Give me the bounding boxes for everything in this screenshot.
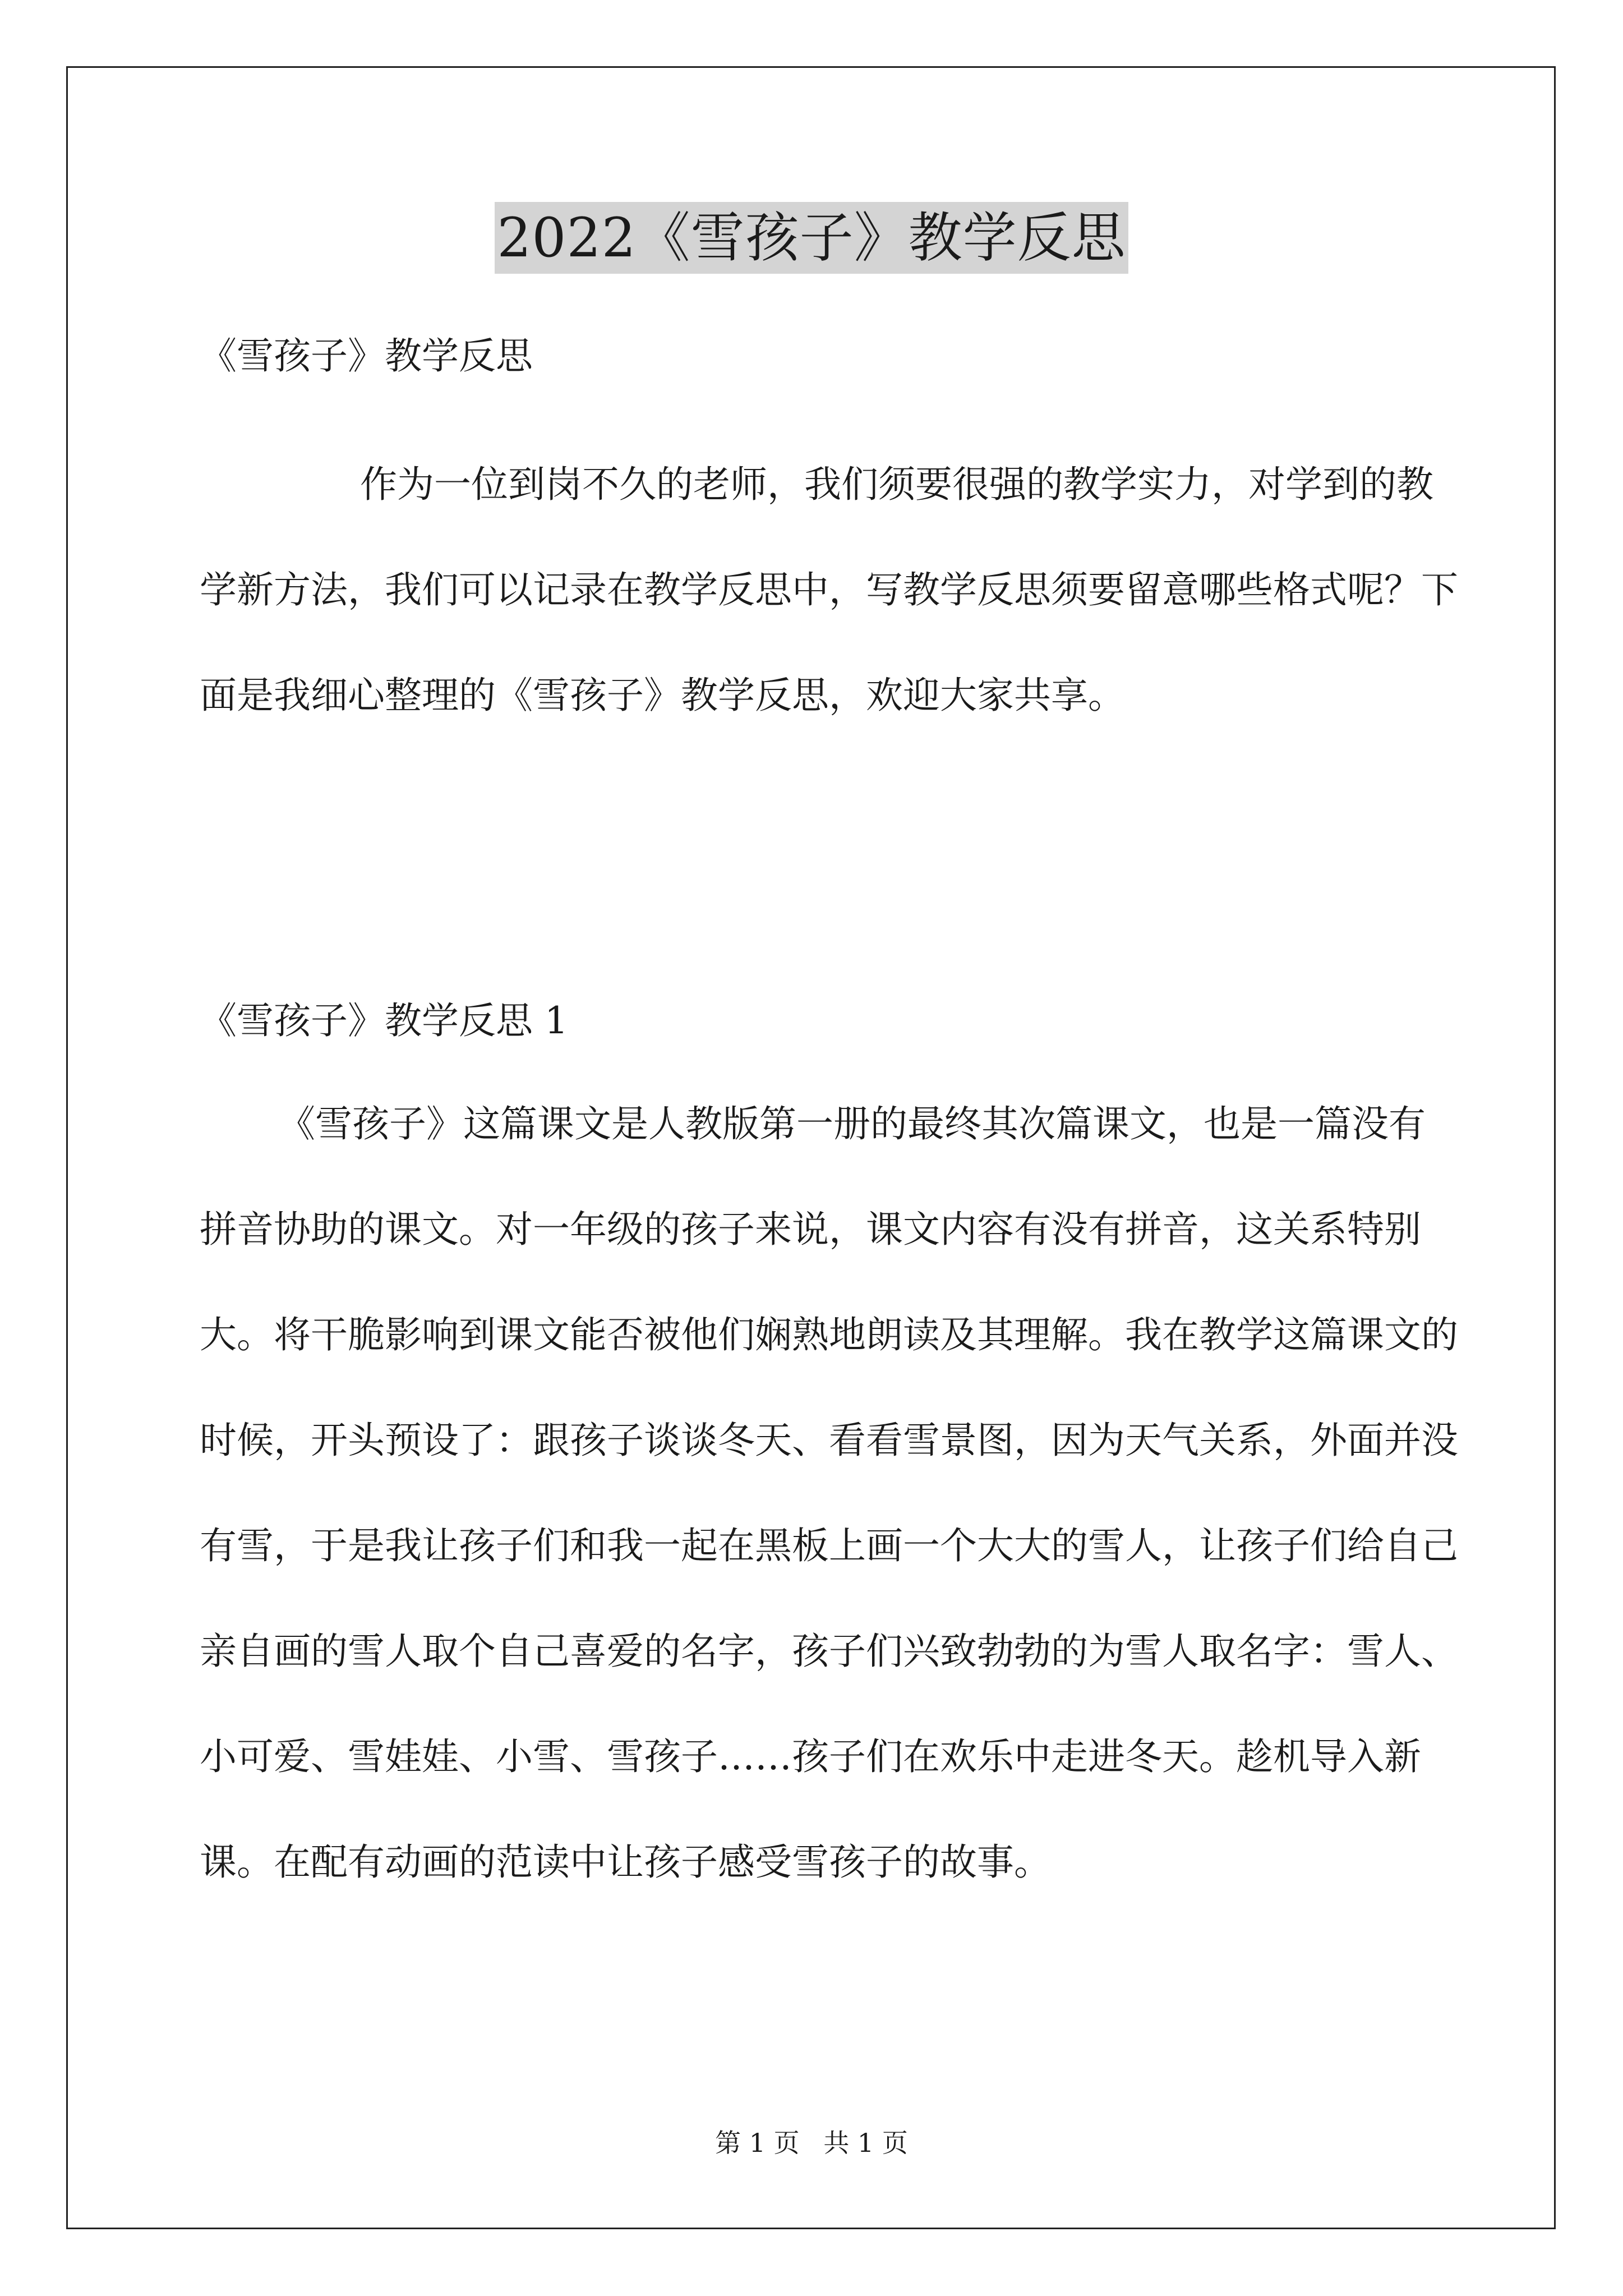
intro-block [200,432,1461,748]
section-heading-1[interactable]: 《雪孩子》教学反思 1 [200,999,568,1042]
title-container [0,202,1623,274]
page-footer [0,2126,1623,2160]
body-block [200,1071,1461,1915]
section-heading[interactable]: 《雪孩子》教学反思 [200,334,533,378]
page-number-current: 第 1 页 [715,2128,800,2158]
document-title[interactable]: 2022《雪孩子》教学反思 [495,202,1128,274]
body-paragraph[interactable]: 《雪孩子》这篇课文是人教版第一册的最终其次篇课文，也是一篇没有拼音协助的课文。对一年级的孩子来说，课文内容有没有拼音，这关系特别大。将干脆影响到课文能否被他们娴熟地朗读及其理解。我在教学这篇课文的时候，开头预设了：跟孩子谈谈冬天、看看雪景图，因为天气关系，外面并没有雪，于是我让孩子们和我一起在黑板上画一个大大的雪人，让孩子们给自己亲自画的雪人取个自己喜爱的名字，孩子们兴致勃勃的为雪人取名字：雪人、小可爱、雪娃娃、小雪、雪孩子……孩子们在欢乐中走进冬天。趁机导入新课。在配有动画的范读中让孩子感受雪孩子的故事。 [200,1102,1458,1884]
intro-paragraph[interactable]: 作为一位到岗不久的老师，我们须要很强的教学实力，对学到的教学新方法，我们可以记录在教学反思中，写教学反思须要留意哪些格式呢？下面是我细心整理的《雪孩子》教学反思，欢迎大家共享。 [200,463,1458,717]
page-number-total: 共 1 页 [823,2128,908,2158]
